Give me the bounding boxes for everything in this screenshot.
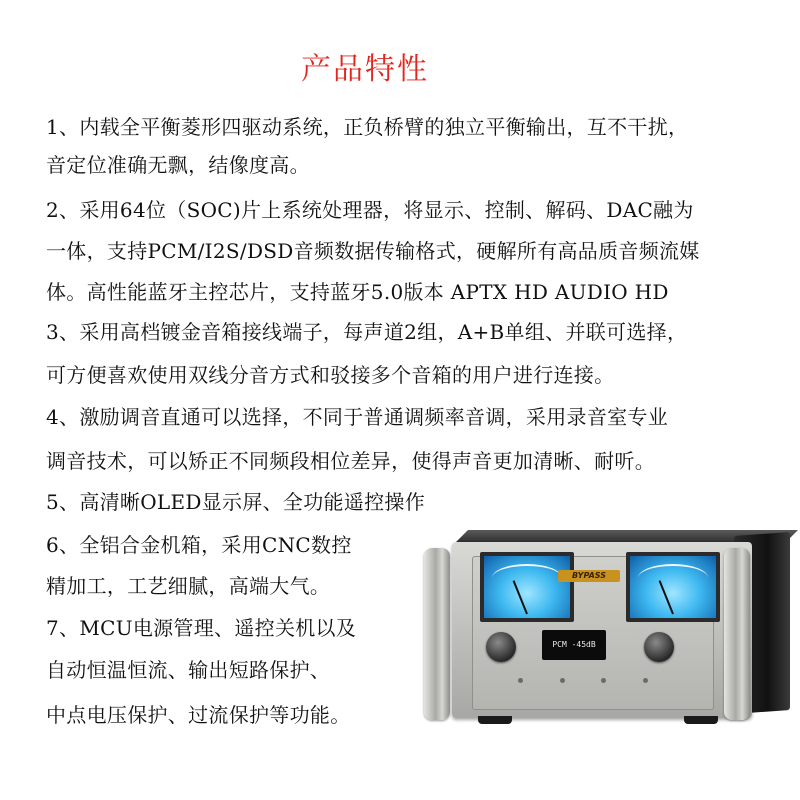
feature-line: 5、高清晰OLED显示屏、全功能遥控操作 (46, 490, 426, 514)
page-title: 产品特性 (301, 52, 429, 87)
vu-meter-right (626, 552, 720, 622)
oled-display: PCM -45dB (542, 630, 606, 660)
indicator-leds (518, 678, 648, 684)
vu-meter-left (480, 552, 574, 622)
led-icon (643, 678, 648, 683)
led-icon (560, 678, 565, 683)
meter-scale (638, 564, 708, 592)
volume-knob (644, 632, 674, 662)
handle-left (424, 548, 450, 720)
feature-line: 调音技术，可以矫正不同频段相位差异，使得声音更加清晰、耐听。 (46, 449, 655, 473)
feature-line: 可方便喜欢使用双线分音方式和驳接多个音箱的用户进行连接。 (46, 363, 615, 387)
amplifier-image (408, 528, 796, 734)
led-icon (518, 678, 523, 683)
feature-line: 中点电压保护、过流保护等功能。 (46, 703, 351, 727)
feature-line: 音定位准确无飘，结像度高。 (46, 153, 310, 177)
feature-line: 7、MCU电源管理、遥控关机以及 (46, 616, 357, 640)
feature-line: 1、内载全平衡菱形四驱动系统，正负桥臂的独立平衡输出，互不干扰， (46, 115, 689, 139)
foot-right (684, 716, 718, 724)
feature-line: 6、全铝合金机箱，采用CNC数控 (46, 533, 352, 557)
led-icon (601, 678, 606, 683)
feature-line: 体。高性能蓝牙主控芯片，支持蓝牙5.0版本 APTX HD AUDIO HD (46, 280, 669, 304)
feature-line: 自动恒温恒流、输出短路保护、 (46, 658, 331, 682)
feature-line: 2、采用64位（SOC)片上系统处理器，将显示、控制、解码、DAC融为 (46, 198, 694, 222)
input-knob (486, 632, 516, 662)
feature-line: 精加工，工艺细腻，高端大气。 (46, 574, 331, 598)
brand-badge: BYPASS (558, 570, 620, 582)
feature-line: 4、激励调音直通可以选择，不同于普通调频率音调，采用录音室专业 (46, 405, 669, 429)
meter-scale (492, 564, 562, 592)
handle-right (724, 548, 750, 720)
feature-line: 3、采用高档镀金音箱接线端子，每声道2组，A+B单组、并联可选择， (46, 320, 688, 344)
foot-left (478, 716, 512, 724)
feature-line: 一体，支持PCM/I2S/DSD音频数据传输格式，硬解所有高品质音频流媒 (46, 239, 700, 263)
